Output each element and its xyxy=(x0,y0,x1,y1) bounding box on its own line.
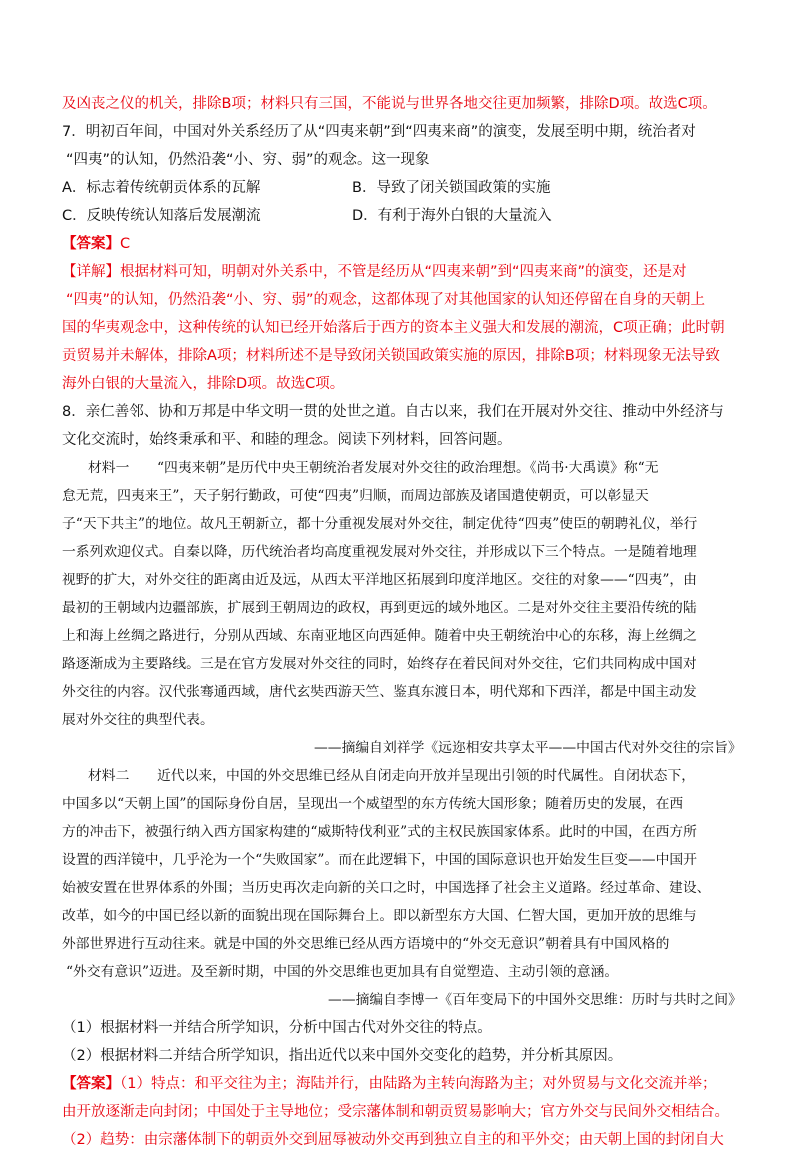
text-line: 改革，如今的中国已经以新的面貌出现在国际舞台上。即以新型东方大国、仁智大国，更加开放的思维与 xyxy=(62,908,697,924)
text-line: 子“天下共主”的地位。故凡王朝新立，都十分重视发展对外交往，制定优待“四夷”使臣的朝聘礼仪，举行 xyxy=(62,516,698,532)
option-a: A．标志着传统朝贡体系的瓦解 xyxy=(62,180,261,196)
text-line: 一系列欢迎仪式。自秦以降，历代统治者均高度重视发展对外交往，并形成以下三个特点。一是随着地理 xyxy=(62,544,697,560)
answer-8-part-2: （2）趋势：由宗藩体制下的朝贡外交到屈辱被动外交再到独立自主的和平外交；由天朝上国的封闭自大 xyxy=(62,1132,724,1148)
answer-tag: 【答案】 xyxy=(62,1076,120,1092)
option-c: C．反映传统认知落后发展潮流 xyxy=(62,208,261,224)
text-line: “外交有意识”迈进。及至新时期，中国的外交思维也更加具有自觉塑造、主动引领的意涵。 xyxy=(66,964,619,980)
text-line: 始被安置在世界体系的外围；当历史再次走向新的关口之时，中国选择了社会主义道路。经过革命、建设、 xyxy=(62,880,711,896)
text-line: ——摘编自李博一《百年变局下的中国外交思维：历时与共时之间》 xyxy=(328,992,742,1008)
text-line: 海外白银的大量流入，排除D项。故选C项。 xyxy=(62,376,345,392)
text-line: 文化交流时，始终秉承和平、和睦的理念。阅读下列材料，回答问题。 xyxy=(62,432,512,448)
text-line: 贡贸易并未解体，排除A项；材料所述不是导致闭关锁国政策实施的原因，排除B项；材料现象无法导致 xyxy=(62,348,720,364)
text-line: 7．明初百年间，中国对外关系经历了从“四夷来朝”到“四夷来商”的演变，发展至明中期，统治者对 xyxy=(62,124,696,140)
text-line: 及凶丧之仪的机关，排除B项；材料只有三国，不能说与世界各地交往更加频繁，排除D项。故选C项。 xyxy=(62,96,717,112)
text-line: 最初的王朝域内边疆部族，扩展到王朝周边的政权，再到更远的域外地区。二是对外交往主要沿传统的陆 xyxy=(62,600,697,616)
text-line: “四夷”的认知，仍然沿袭“小、穷、弱”的观念，这都体现了对其他国家的认知还停留在自身的天朝上 xyxy=(66,292,706,308)
text-line: 材料一 “四夷来朝”是历代中央王朝统治者发展对外交往的政治理想。《尚书·大禹谟》称“无 xyxy=(88,460,659,476)
text-line: 【详解】根据材料可知，明朝对外关系中，不管是经历从“四夷来朝”到“四夷来商”的演变，还是对 xyxy=(62,264,687,280)
text-line: 外部世界进行互动往来。就是中国的外交思维已经从西方语境中的“外交无意识”朝着具有中国风格的 xyxy=(62,936,670,952)
option-b: B．导致了闭关锁国政策的实施 xyxy=(352,180,551,196)
text-line: 外交往的内容。汉代张骞通西域，唐代玄奘西游天竺、鉴真东渡日本，明代郑和下西洋，都是中国主动发 xyxy=(62,684,697,700)
text-line: 路逐渐成为主要路线。三是在官方发展对外交往的同时，始终存在着民间对外交往，它们共同构成中国对 xyxy=(62,656,697,672)
answer-7 xyxy=(62,234,130,254)
text-line: （2）根据材料二并结合所学知识，指出近代以来中国外交变化的趋势，并分析其原因。 xyxy=(62,1048,623,1064)
text-line: 8．亲仁善邻、协和万邦是中华文明一贯的处世之道。自古以来，我们在开展对外交往、推动中外经济与 xyxy=(62,404,724,420)
text-line: 材料二 近代以来，中国的外交思维已经从自闭走向开放并呈现出引领的时代属性。自闭状态下， xyxy=(88,768,696,784)
text-line: ——摘编自刘祥学《远迩相安共享太平——中国古代对外交往的宗旨》 xyxy=(314,740,742,756)
answer-text: （1）特点：和平交往为主；海陆并行，由陆路为主转向海路为主；对外贸易与文化交流并举； xyxy=(120,1076,717,1092)
text-line: “四夷”的认知，仍然沿袭“小、穷、弱”的观念。这一现象 xyxy=(66,152,430,168)
text-line: 国的华夷观念中，这种传统的认知已经开始落后于西方的资本主义强大和发展的潮流，C项正确；此时朝 xyxy=(62,320,725,336)
text-line: 中国多以“天朝上国”的国际身份自居，呈现出一个威望型的东方传统大国形象；随着历史的发展，在西 xyxy=(62,796,684,812)
text-line: 设置的西洋镜中，几乎沦为一个“失败国家”。而在此逻辑下，中国的国际意识也开始发生巨变——中国开 xyxy=(62,852,697,868)
text-line: 方的冲击下，被强行纳入西方国家构建的“威斯特伐利亚”式的主权民族国家体系。此时的中国，在西方所 xyxy=(62,824,697,840)
text-line: 怠无荒，四夷来王”，天子躬行勤政，可使“四夷”归顺，而周边部族及诸国遣使朝贡，可以彰显天 xyxy=(62,488,649,504)
option-d: D．有利于海外白银的大量流入 xyxy=(352,208,552,224)
answer-8-part-1 xyxy=(62,1074,716,1094)
text-line: 展对外交往的典型代表。 xyxy=(62,712,214,728)
text-line: 由开放逐渐走向封闭；中国处于主导地位；受宗藩体制和朝贡贸易影响大；官方外交与民间外交相结合。 xyxy=(62,1104,729,1120)
text-line: （1）根据材料一并结合所学知识，分析中国古代对外交往的特点。 xyxy=(62,1020,492,1036)
text-line: 上和海上丝绸之路进行，分别从西域、东南亚地区向西延伸。随着中央王朝统治中心的东移，海上丝绸之 xyxy=(62,628,697,644)
text-line: 视野的扩大，对外交往的距离由近及远，从西太平洋地区拓展到印度洋地区。交往的对象——“四夷”，由 xyxy=(62,572,697,588)
answer-tag: 【答案】 xyxy=(62,236,120,252)
answer-value: C xyxy=(120,236,131,252)
